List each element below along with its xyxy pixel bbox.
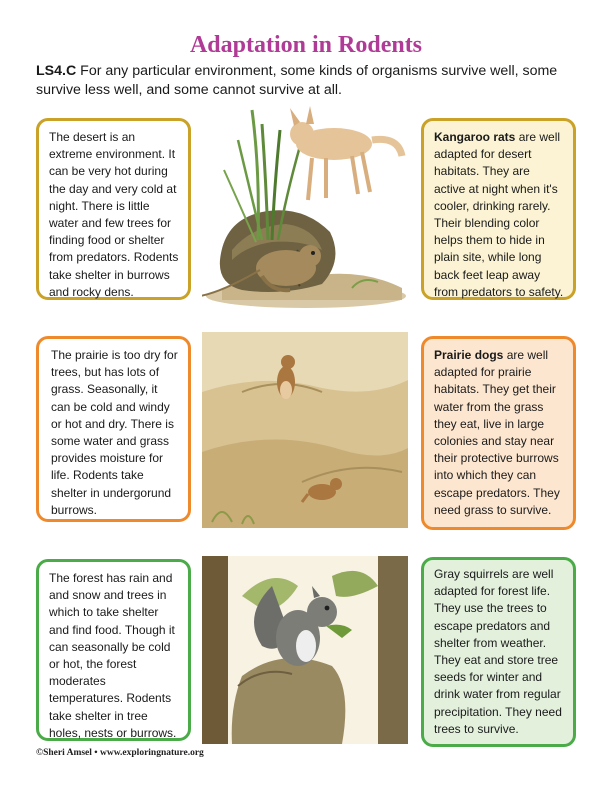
desert-environment-text: The desert is an extreme environment. It can be very hot during the day and very cold at night. There is little water and few trees for finding food or shelter from predators. Rodents take shelter in burrows and rocky dens. <box>49 130 179 299</box>
prairie-dog-name: Prairie dogs <box>434 348 504 362</box>
prairie-environment-text: The prairie is too dry for trees, but has lots of grass. Seasonally, it can be cold and windy or hot and dry. There is some water and grass provides moisture for life. Rodents take shelter in undergorund burrows. <box>51 348 178 517</box>
standard-code: LS4.C <box>36 63 77 79</box>
forest-environment-box <box>36 559 191 741</box>
kangaroo-rat-name: Kangaroo rats <box>434 130 516 144</box>
prairie-dog-box <box>421 336 576 530</box>
kangaroo-rat-text: are well adapted for desert habitats. They are active at night when it's cooler, drinking rarely. Their blending color helps them to hide in plain site, while long back feet leap away from predators to safety. <box>434 130 564 299</box>
prairie-dog-illustration <box>202 332 408 528</box>
gray-squirrel-illustration <box>202 556 408 744</box>
prairie-dog-text: are well adapted for prairie habitats. They get their water from the grass they eat, live in large colonies and stay near their protective burrows into which they can escape predators. They need grass to survive. <box>434 348 560 517</box>
forest-environment-text: The forest has rain and and snow and trees in which to take shelter and find food. Though it can seasonally be cold or hot, the forest moderates temperatures. Rodents take shelter in tree holes, nests or burrows. <box>49 571 177 740</box>
kangaroo-rat-illustration <box>202 100 408 310</box>
desert-environment-box <box>36 118 191 300</box>
gray-squirrel-text: Gray squirrels are well adapted for forest life. They use the trees to escape predators and shelter from weather. They eat and store tree seeds for winter and drink water from regular precipitation. They need trees to survive. <box>434 567 562 736</box>
copyright-footer: ©Sheri Amsel • www.exploringnature.org <box>36 748 204 758</box>
prairie-environment-box <box>36 336 191 522</box>
standard-text: For any particular environment, some kinds of organisms survive well, some survive less well, and some cannot survive at all. <box>36 63 558 98</box>
gray-squirrel-box <box>421 557 576 747</box>
kangaroo-rat-box <box>421 118 576 300</box>
page-title: Adaptation in Rodents <box>189 32 423 58</box>
standard-statement <box>36 62 576 100</box>
